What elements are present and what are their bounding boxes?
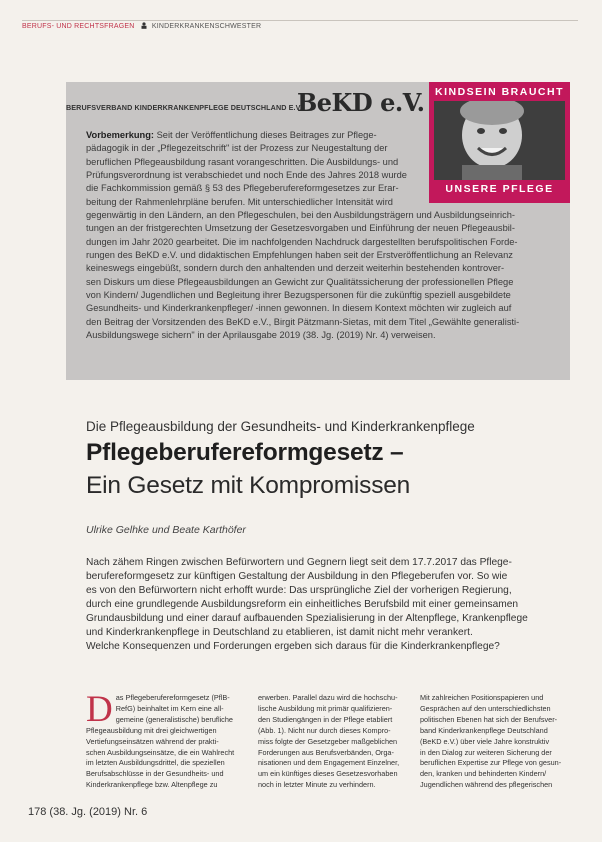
body-line: band Kinderkrankenpflege Deutschland	[420, 725, 548, 735]
body-line: beruflichen Expertise zur Pflege von gesun-	[420, 758, 562, 768]
body-line: im letzten Ausbildungsdrittel, die speziellen	[86, 758, 225, 768]
body-line: Pflegeausbildung mit drei gleichwertigen	[86, 725, 217, 735]
prelim-lead: Vorbemerkung:	[86, 130, 155, 140]
running-head-section: BERUFS- UND RECHTSFRAGEN	[22, 23, 135, 30]
prelim-line: gegenwärtig in den Ländern, an den Pflegeschulen, bei den Ausbildungsträgern und Ausbildungseinrich-	[86, 210, 516, 221]
body-line: schen Ausbildungseinsätze, die ein Wahlrecht	[86, 747, 235, 757]
body-line: noch in letzter Minute zu verhindern.	[258, 780, 376, 790]
prelim-line: den Beitrag der Vorsitzenden des BeKD e.V., Birgit Pätzmann-Sietas, mit dem Titel „Gewählte generalisti-	[86, 316, 520, 327]
body-line: gemeine (generalistische) berufliche	[115, 714, 233, 724]
bekd-logo: BeKD e.V.	[297, 88, 425, 117]
prelim-line: Prüfungsverordnung ist verabschiedet und noch Ende des Jahres 2018 wurde	[86, 170, 407, 181]
running-head-subsection: KINDERKRANKENSCHWESTER	[151, 23, 262, 30]
article-lead	[86, 556, 566, 654]
body-line: erwerben. Parallel dazu wird die hochschu-	[258, 693, 398, 702]
lead-line: Welche Konsequenzen und Forderungen ergeben sich daraus für die Kinderkrankenpflege?	[86, 641, 500, 652]
prelim-line: beruflichen Pflegeausbildung rasant vorangeschritten. Die Ausbildungs- und	[86, 156, 399, 167]
article-subtitle: Ein Gesetz mit Kompromissen	[86, 472, 411, 499]
lead-line: durch eine grundlegende Ausbildungsreform ein einheitliches Berufsbild mit einer gemeinsamen	[86, 599, 519, 610]
body-line: in den Dialog zur weiteren Sicherung der	[420, 747, 552, 757]
prelim-line: pädagogik in der „Pflegezeitschrift" ist der Prozess zur Neugestaltung der	[86, 143, 388, 154]
campaign-slogan-bottom: UNSERE PFLEGE	[445, 183, 554, 195]
prelim-line: die Fachkommission gemäß § 53 des Pflegeberufereformgesetzes zur Erar-	[86, 183, 399, 194]
body-line: (Abb. 1). Nicht nur durch dieses Kompro-	[258, 725, 391, 735]
lead-line: es von den Befürwortern nicht erhofft wurde: Das ursprüngliche Ziel der vorherigen Regierung,	[86, 585, 512, 596]
body-line: politischen Ebenen hat sich der Berufsver-	[420, 714, 558, 724]
body-line: lische Ausbildung mit primär qualifizieren-	[258, 703, 393, 713]
prelim-line: tungen an der fristgerechten Umsetzung der Gesetzesvorgaben und Einführung der neuen Pflegeausbil-	[86, 223, 515, 234]
body-line: Forderungen aus Berufsverbänden, Orga-	[258, 747, 394, 757]
prelim-line: Ausbildungswege sichern" in der Aprilausgabe 2019 (38. Jg. (2019) Nr. 4) verweisen.	[86, 330, 436, 341]
article-kicker: Die Pflegeausbildung der Gesundheits- und Kinderkrankenpflege	[86, 419, 475, 434]
campaign-slogan-top: KINDSEIN BRAUCHT	[435, 86, 564, 98]
lead-line: berufereformgesetz zur künftigen Gestaltung der Ausbildung in den Pflegeberufen vor. So wie	[86, 571, 508, 582]
body-line: Vertiefungseinsätzen während der prakti-	[86, 736, 219, 746]
prelim-line: rungen des BeKD e.V. und didaktischen Empfehlungen haben seit der Erstveröffentlichung an Relevanz	[86, 250, 513, 261]
lead-line: Nach zähem Ringen zwischen Befürwortern und Gegnern liegt seit dem 17.7.2017 das Pflege-	[86, 557, 512, 568]
prelim-line: keineswegs eingebüßt, sondern durch den anhaltenden und derzeit weiterhin bestehenden kontrover-	[86, 263, 505, 274]
prelim-line: von Kindern/ Jugendlichen und Begleitung ihrer Bezugspersonen für die zukünftig speziell ausgebildete	[86, 290, 511, 301]
body-line: Kinderkrankenpflege bzw. Altenpflege zu	[86, 780, 218, 790]
body-line: Berufsabschlüsse in der Gesundheits- und	[86, 769, 224, 779]
article-authors: Ulrike Gelhke und Beate Karthöfer	[86, 524, 246, 536]
prelim-line: Gesundheits- und Kinderkrankenpfleger/ -innen gewonnen. In diesem Kontext möchten wir zugleich auf	[86, 303, 512, 314]
preliminary-note	[86, 129, 562, 343]
body-line: um ein künftiges dieses Gesetzesvorhaben	[258, 769, 398, 779]
body-line: den, kranken und behinderten Kindern/	[420, 769, 547, 779]
body-line: Mit zahlreichen Positionspapieren und	[420, 693, 544, 702]
body-line: den Studiengängen in der Pflege etabliert	[258, 714, 393, 724]
body-line: RefG) beinhaltet im Kern eine all-	[115, 703, 224, 713]
running-head	[22, 22, 261, 30]
body-line: (BeKD e.V.) über viele Jahre konstruktiv	[420, 736, 550, 746]
prelim-line: dungen im Jahr 2020 gearbeitet. Die im nachfolgenden Nachdruck dargestellten berufspolitischen Forde-	[86, 236, 518, 247]
lead-line: und Kinderkrankenpflege in Deutschland zu etablieren, ist damit nicht mehr verankert.	[86, 627, 473, 638]
prelim-line: sen Diskurs um diese Pflegeausbildungen an Gewicht zur Qualitätssicherung der professionellen Pflege	[86, 276, 514, 287]
body-line: nisationen und dem Engagement Einzelner,	[258, 758, 400, 768]
body-line: Gesprächen auf den unterschiedlichsten	[420, 703, 551, 713]
page-folio: 178 (38. Jg. (2019) Nr. 6	[28, 806, 148, 818]
lead-line: Grundausbildung und einer darauf aufbauenden Spezialisierung in der Altenpflege, Krankenpflege	[86, 613, 528, 624]
association-name: BERUFSVERBAND KINDERKRANKENPFLEGE DEUTSCHLAND E.V.	[66, 103, 302, 112]
dropcap: D	[86, 689, 113, 730]
nurse-icon	[140, 22, 148, 29]
prelim-line: Vorbemerkung: Seit der Veröffentlichung dieses Beitrages zur Pflege-	[86, 130, 377, 140]
body-line: Jugendlichen während des pflegerischen	[420, 780, 553, 790]
body-line: as Pflegeberufereformgesetz (PflB-	[115, 693, 230, 702]
header-rule	[22, 20, 578, 21]
body-column-1	[86, 689, 236, 791]
article-title: Pflegeberufereformgesetz –	[86, 439, 404, 466]
body-column-2	[258, 693, 408, 791]
prelim-line: beitung der Rahmenlehrpläne berufen. Mit unterschiedlicher Intensität wird	[86, 196, 393, 207]
body-line: miss folgte der Gesetzgeber maßgeblichen	[258, 736, 398, 746]
body-column-3	[420, 693, 570, 791]
